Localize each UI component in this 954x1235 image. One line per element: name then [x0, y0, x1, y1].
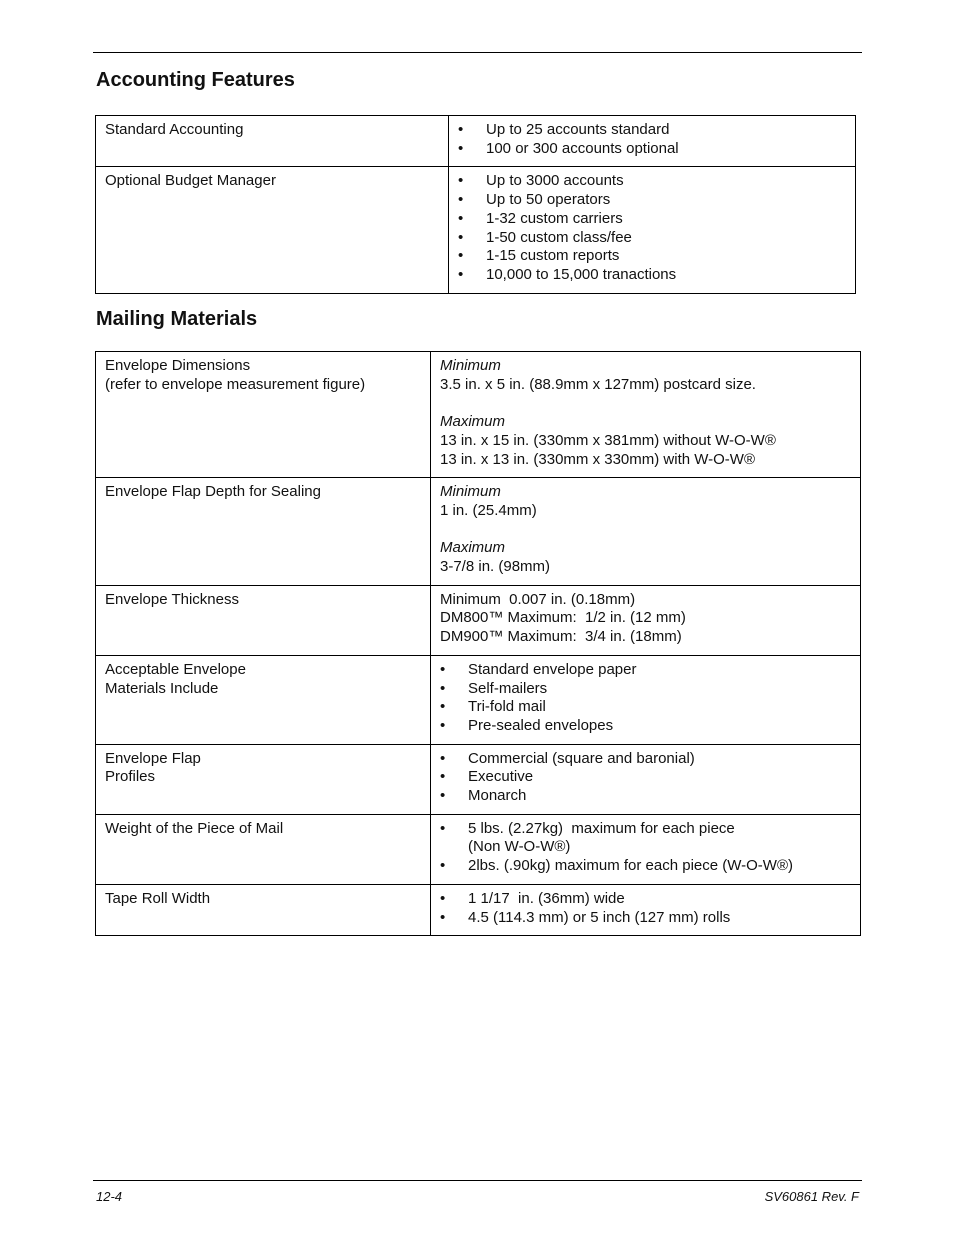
table-row — [96, 884, 861, 935]
row-values — [431, 352, 861, 478]
bullet-list — [440, 890, 851, 927]
row-values — [449, 167, 856, 293]
list-item: • Up to 50 operators — [458, 191, 846, 210]
label-line: Envelope Flap — [105, 749, 201, 767]
thickness-line: DM800™ Maximum: 1/2 in. (12 mm) — [440, 609, 686, 627]
table-row — [96, 814, 861, 884]
row-values — [431, 478, 861, 586]
maximum-label: Maximum — [440, 539, 506, 557]
label-line: (refer to envelope measurement figure) — [105, 375, 366, 393]
row-values — [449, 116, 856, 167]
list-item: • Up to 3000 accounts — [458, 172, 846, 191]
list-item: • Pre-sealed envelopes — [440, 717, 851, 736]
table-row — [96, 352, 861, 478]
maximum-value: 13 in. x 15 in. (330mm x 381mm) without W-O-W® — [440, 431, 776, 449]
table-row — [96, 655, 861, 744]
table-row — [96, 478, 861, 586]
list-item: • 100 or 300 accounts optional — [458, 140, 846, 159]
list-item: • 4.5 (114.3 mm) or 5 inch (127 mm) rolls — [440, 909, 851, 928]
row-label: Envelope Thickness — [96, 585, 431, 655]
minimum-label: Minimum — [440, 483, 501, 501]
row-values — [431, 655, 861, 744]
row-label: Tape Roll Width — [96, 884, 431, 935]
list-item: • Self-mailers — [440, 680, 851, 699]
row-label: Optional Budget Manager — [96, 167, 449, 293]
accounting-features-table — [95, 115, 856, 294]
minimum-value: 1 in. (25.4mm) — [440, 501, 537, 519]
minimum-label: Minimum — [440, 357, 501, 374]
list-item: • Executive — [440, 768, 851, 787]
label-line: Profiles — [105, 768, 156, 786]
list-item: • Monarch — [440, 787, 851, 806]
mailing-materials-table — [95, 351, 861, 936]
row-values — [431, 884, 861, 935]
label-line: Envelope Dimensions — [105, 357, 251, 374]
row-label — [96, 352, 431, 478]
row-label — [96, 744, 431, 814]
table-row — [96, 585, 861, 655]
label-line: Materials Include — [105, 679, 219, 697]
list-item: • 2lbs. (.90kg) maximum for each piece (W-O-W®) — [440, 857, 851, 876]
list-item: • 1-32 custom carriers — [458, 210, 846, 229]
row-label: Standard Accounting — [96, 116, 449, 167]
list-item: • Tri-fold mail — [440, 698, 851, 717]
list-item: • Commercial (square and baronial) — [440, 750, 851, 769]
label-line: Acceptable Envelope — [105, 660, 246, 678]
list-item: • 10,000 to 15,000 tranactions — [458, 266, 846, 285]
mailing-materials-heading: Mailing Materials — [96, 308, 258, 330]
list-item: • 5 lbs. (2.27kg) maximum for each piece (Non W-O-W®) — [440, 820, 851, 857]
row-values — [431, 585, 861, 655]
maximum-label: Maximum — [440, 413, 506, 431]
list-item: • 1 1/17 in. (36mm) wide — [440, 890, 851, 909]
bullet-list — [458, 121, 846, 158]
row-label: Envelope Flap Depth for Sealing — [96, 478, 431, 586]
header-rule — [93, 52, 862, 53]
table-row — [96, 167, 856, 293]
bullet-list — [440, 820, 851, 876]
document-id: SV60861 Rev. F — [764, 1189, 859, 1204]
thickness-line: DM900™ Maximum: 3/4 in. (18mm) — [440, 628, 682, 646]
row-values — [431, 744, 861, 814]
bullet-list — [440, 750, 851, 806]
bullet-list — [440, 661, 851, 736]
maximum-value: 3-7/8 in. (98mm) — [440, 558, 551, 575]
maximum-value: 13 in. x 13 in. (330mm x 330mm) with W-O-W® — [440, 450, 756, 468]
row-label: Weight of the Piece of Mail — [96, 814, 431, 884]
list-item: • 1-50 custom class/fee — [458, 229, 846, 248]
bullet-list — [458, 172, 846, 284]
thickness-line: Minimum 0.007 in. (0.18mm) — [440, 590, 636, 608]
footer-rule — [93, 1180, 862, 1181]
table-row — [96, 744, 861, 814]
table-row — [96, 116, 856, 167]
list-item: • Up to 25 accounts standard — [458, 121, 846, 140]
minimum-value: 3.5 in. x 5 in. (88.9mm x 127mm) postcard size. — [440, 375, 756, 393]
row-label — [96, 655, 431, 744]
row-values — [431, 814, 861, 884]
list-item: • 1-15 custom reports — [458, 247, 846, 266]
accounting-features-heading: Accounting Features — [96, 69, 295, 91]
list-item: • Standard envelope paper — [440, 661, 851, 680]
page-number: 12-4 — [96, 1189, 123, 1204]
